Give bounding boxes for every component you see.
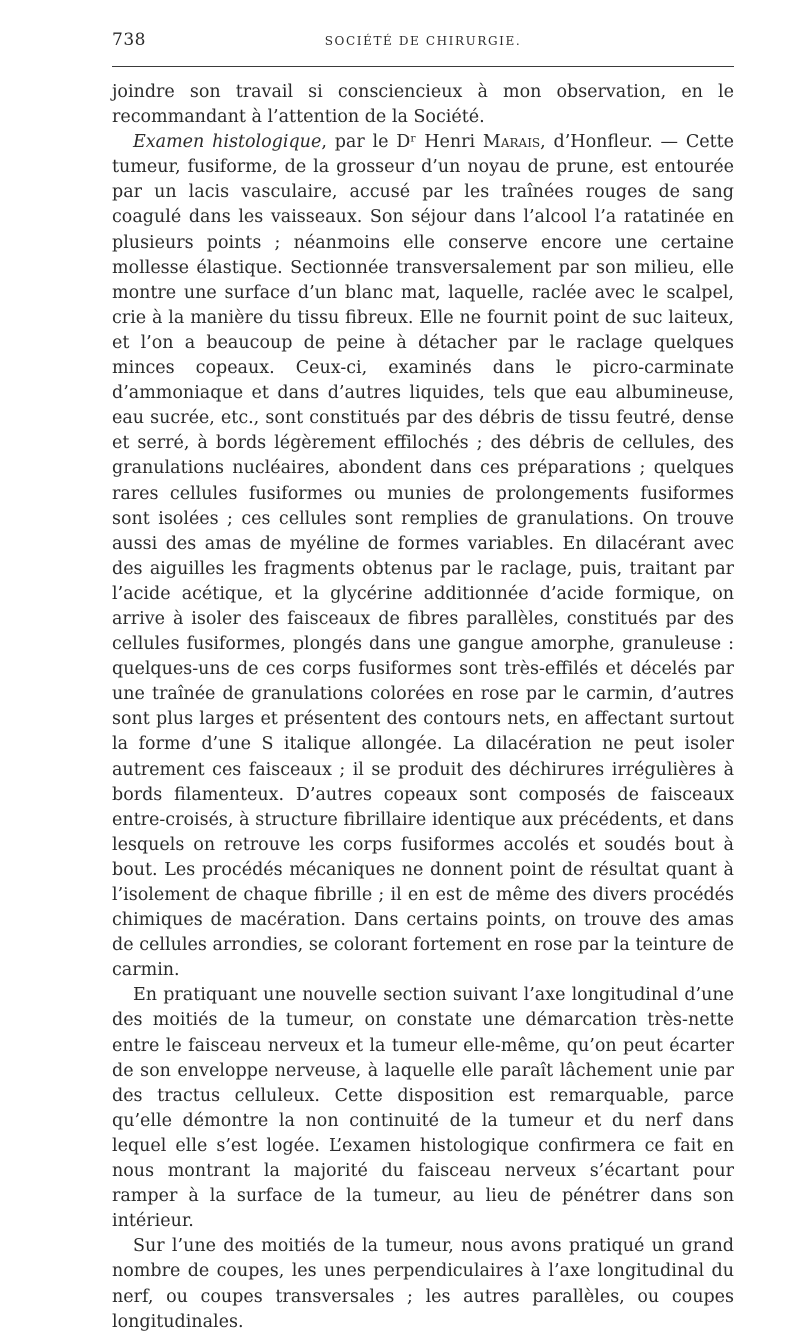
body-text: [112, 80, 734, 1335]
paragraph-longitudinal-section: En pratiquant une nouvelle section suivant l’axe longitudinal d’une des moitiés de la tumeur, on constate une démarcation très-nette entre le faisceau nerveux et la tumeur elle-même, qu’on peut écarter de son enveloppe nerveuse, à laquelle elle paraît lâchement unie par des tractus celluleux. Cette disposition est remarquable, parce qu’elle démontre la non continuité de la tumeur et du nerf dans lequel elle s’est logée. L’examen histologique confirmera ce fait en nous montrant la majorité du faisceau nerveux s’écartant pour ramper à la surface de la tumeur, au lieu de pénétrer dans son intérieur.: [112, 985, 734, 1232]
page-number: 738: [112, 30, 146, 50]
author-prefix: , par le Dʳ Henri: [321, 132, 483, 153]
paragraph-text: , d’Honfleur. — Cette tumeur, fusiforme, de la grosseur d’un noyau de prune, est entourée par un lacis vasculaire, accusé par les traînées rouges de sang coagulé dans les vaisseaux. Son séjour dans l’alcool l’a ratatinée en plusieurs points ; néanmoins elle conserve encore une certaine mollesse élastique. Sectionnée transversalement par son milieu, elle montre une surface d’un blanc mat, laquelle, raclée avec le scalpel, crie à la manière du tissu fibreux. Elle ne fournit point de suc laiteux, et l’on a beaucoup de peine à détacher par le raclage quelques minces copeaux. Ceux-ci, examinés dans le picro-carminate d’ammoniaque et dans d’autres liquides, tels que eau albumineuse, eau sucrée, etc., sont constitués par des débris de tissu feutré, dense et serré, à bords légèrement effilochés ; des débris de cellules, des granulations nucléaires, abondent dans ces préparations ; quelques rares cellules fusiformes ou munies de prolongements fusiformes sont isolées ; ces cellules sont remplies de granulations. On trouve aussi des amas de myéline de formes variables. En dilacérant avec des aiguilles les fragments obtenus par le raclage, puis, traitant par l’acide acétique, et la glycérine additionnée d’acide formique, on arrive à isoler des faisceaux de fibres parallèles, constitués par des cellules fusiformes, plongés dans une gangue amorphe, granuleuse : quelques-uns de ces corps fusiformes sont très-effilés et décelés par une traînée de granulations colorées en rose par le carmin, d’autres sont plus larges et présentent des contours nets, en affectant surtout la forme d’une S italique allongée. La dilacération ne peut isoler autrement ces faisceaux ; il se produit des déchirures irrégulières à bords filamenteux. D’autres copeaux sont composés de faisceaux entre-croisés, à structure fibrillaire identique aux précédents, et dans lesquels on retrouve les corps fusiformes accolés et soudés bout à bout. Les procédés mécaniques ne donnent point de résultat quant à l’isolement de chaque fibrille ; il en est de même des divers procédés chimiques de macération. Dans certains points, on trouve des amas de cellules arrondies, se colorant fortement en rose par la teinture de carmin.: [112, 132, 734, 981]
paragraph-cuts: Sur l’une des moitiés de la tumeur, nous avons pratiqué un grand nombre de coupes, les unes perpendiculaires à l’axe longitudinal du nerf, ou coupes transversales ; les autres parallèles, ou coupes longitudinales.: [112, 1236, 734, 1332]
paragraph-continuation: joindre son travail si consciencieux à mon observation, en le recommandant à l’attention de la Société.: [112, 82, 734, 128]
author-name: Marais: [482, 132, 541, 153]
paragraph-histology-exam: [112, 130, 734, 983]
header-rule: [112, 66, 734, 67]
running-head: SOCIÉTÉ DE CHIRURGIE.: [324, 34, 522, 48]
page-header: [112, 30, 734, 54]
section-title: Examen histologique: [133, 132, 322, 153]
